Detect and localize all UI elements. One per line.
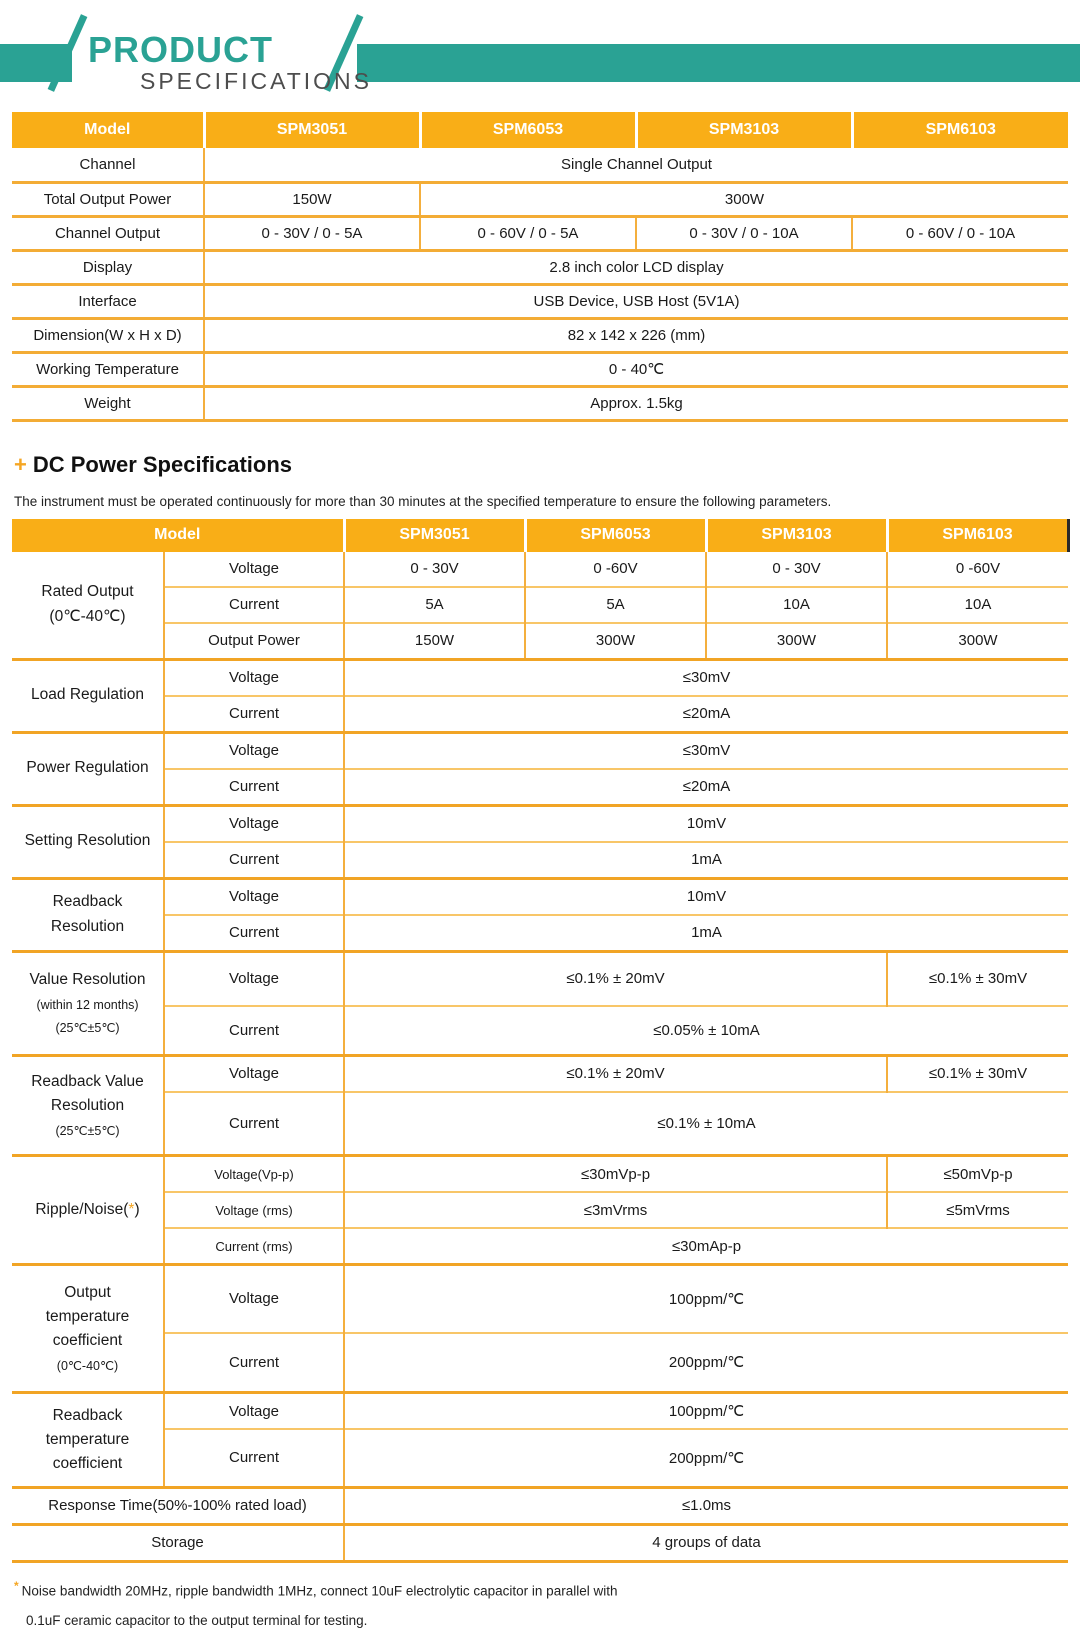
section-title: DC Power Specifications <box>33 452 292 477</box>
teal-bar-right <box>357 44 1080 82</box>
table-row <box>12 318 1068 352</box>
spec-value: 300W <box>887 623 1068 660</box>
table-row <box>12 284 1068 318</box>
spec-value: ≤0.1% ± 20mV <box>344 951 887 1006</box>
sub-label: Voltage <box>164 1265 344 1333</box>
sub-label: Current <box>164 842 344 879</box>
table-row <box>12 1429 1068 1487</box>
sub-label: Current <box>164 769 344 806</box>
sub-label: Current <box>164 696 344 733</box>
page-header <box>0 0 1080 112</box>
asterisk-marker: * <box>128 1201 134 1218</box>
row-label: Total Output Power <box>12 182 204 216</box>
plus-icon: + <box>14 452 27 477</box>
spec-value: 200ppm/℃ <box>344 1333 1068 1393</box>
spec-value: 4 groups of data <box>344 1524 1068 1561</box>
table-row <box>12 1055 1068 1092</box>
sub-label: Current <box>164 587 344 623</box>
table-row <box>12 805 1068 842</box>
page-body <box>0 112 1080 1631</box>
sub-label: Voltage <box>164 732 344 769</box>
header-cell-spm3051: SPM3051 <box>204 112 420 148</box>
table-row <box>12 659 1068 696</box>
row-label: Interface <box>12 284 204 318</box>
row-label-ripple-noise: Ripple/Noise(*) <box>12 1156 164 1265</box>
sub-label: Voltage(Vp-p) <box>164 1156 344 1193</box>
table-row <box>12 623 1068 660</box>
table-row <box>12 696 1068 733</box>
spec-value: 0 - 30V <box>706 552 887 587</box>
table-row <box>12 1333 1068 1393</box>
header-cell-spm3103: SPM3103 <box>706 519 887 552</box>
sub-label: Current <box>164 1006 344 1055</box>
table-row <box>12 552 1068 587</box>
spec-value: USB Device, USB Host (5V1A) <box>204 284 1068 318</box>
spec-value: ≤1.0ms <box>344 1487 1068 1524</box>
row-label: Weight <box>12 386 204 420</box>
spec-value: 0 - 60V / 0 - 10A <box>852 216 1068 250</box>
table-row <box>12 1006 1068 1055</box>
header-cell-spm3051: SPM3051 <box>344 519 525 552</box>
table-row <box>12 1487 1068 1524</box>
brand-subtitle: SPECIFICATIONS <box>140 70 372 93</box>
table-row <box>12 842 1068 879</box>
spec-value: 2.8 inch color LCD display <box>204 250 1068 284</box>
sub-label: Current <box>164 1333 344 1393</box>
table-row <box>12 250 1068 284</box>
footnote-line-1: * Noise bandwidth 20MHz, ripple bandwidth 1MHz, connect 10uF electrolytic capacitor in parallel with <box>14 1577 1068 1602</box>
row-label: Channel <box>12 148 204 182</box>
spec-value: 1mA <box>344 915 1068 952</box>
spec-value: 100ppm/℃ <box>344 1393 1068 1430</box>
sub-label: Voltage <box>164 878 344 915</box>
row-label: Display <box>12 250 204 284</box>
spec-value: ≤0.1% ± 10mA <box>344 1092 1068 1156</box>
sub-label: Current <box>164 1092 344 1156</box>
spec-value: ≤20mA <box>344 696 1068 733</box>
general-spec-table <box>12 112 1068 422</box>
spec-value: ≤30mVp-p <box>344 1156 887 1193</box>
table-row <box>12 1092 1068 1156</box>
spec-value: Single Channel Output <box>204 148 1068 182</box>
row-label: Channel Output <box>12 216 204 250</box>
spec-value: 0 - 30V <box>344 552 525 587</box>
spec-value: 5A <box>344 587 525 623</box>
table-row <box>12 587 1068 623</box>
sub-label: Output Power <box>164 623 344 660</box>
sub-label: Voltage <box>164 659 344 696</box>
row-label-rated-output: Rated Output (0℃-40℃) <box>12 552 164 660</box>
row-label: Dimension(W x H x D) <box>12 318 204 352</box>
table-row <box>12 1524 1068 1561</box>
dc-spec-table <box>12 519 1070 1563</box>
table-row <box>12 915 1068 952</box>
spec-value: 0 - 60V / 0 - 5A <box>420 216 636 250</box>
table-row <box>12 1393 1068 1430</box>
spec-value: ≤0.1% ± 30mV <box>887 1055 1068 1092</box>
spec-value: Approx. 1.5kg <box>204 386 1068 420</box>
asterisk-marker: * <box>14 1579 19 1593</box>
note-text: The instrument must be operated continuously for more than 30 minutes at the specified temperature to ensure the following parameters. <box>14 494 1068 509</box>
header-cell-spm6053: SPM6053 <box>420 112 636 148</box>
sub-label: Current <box>164 1429 344 1487</box>
row-label-power-regulation: Power Regulation <box>12 732 164 805</box>
spec-value: 10A <box>706 587 887 623</box>
sub-label: Voltage <box>164 805 344 842</box>
sub-label: Current <box>164 915 344 952</box>
sub-label: Voltage <box>164 552 344 587</box>
spec-value: 0 -60V <box>887 552 1068 587</box>
sub-label: Voltage <box>164 1393 344 1430</box>
spec-value: ≤5mVrms <box>887 1192 1068 1228</box>
spec-value: 0 -60V <box>525 552 706 587</box>
table-row <box>12 769 1068 806</box>
row-label-readback-temp-coefficient: Readback temperature coefficient <box>12 1393 164 1488</box>
row-label-storage: Storage <box>12 1524 344 1561</box>
spec-value: ≤30mV <box>344 732 1068 769</box>
row-label-output-temp-coefficient: Output temperature coefficient (0℃-40℃) <box>12 1265 164 1393</box>
table-header-row <box>12 519 1068 552</box>
spec-value: ≤0.1% ± 30mV <box>887 951 1068 1006</box>
table-row <box>12 878 1068 915</box>
spec-value: ≤20mA <box>344 769 1068 806</box>
spec-value: 0 - 40℃ <box>204 352 1068 386</box>
sub-label: Current (rms) <box>164 1228 344 1265</box>
spec-value: 300W <box>525 623 706 660</box>
table-row <box>12 216 1068 250</box>
spec-value: 5A <box>525 587 706 623</box>
spec-value: ≤0.1% ± 20mV <box>344 1055 887 1092</box>
header-cell-model: Model <box>12 112 204 148</box>
footnote-line-2: 0.1uF ceramic capacitor to the output terminal for testing. <box>26 1610 1068 1631</box>
spec-value: 10mV <box>344 805 1068 842</box>
spec-value: 100ppm/℃ <box>344 1265 1068 1333</box>
header-cell-model: Model <box>12 519 344 552</box>
row-label-value-resolution: Value Resolution (within 12 months) (25℃±5℃) <box>12 951 164 1055</box>
spec-value: 150W <box>344 623 525 660</box>
spec-value: 0 - 30V / 0 - 10A <box>636 216 852 250</box>
row-label-setting-resolution: Setting Resolution <box>12 805 164 878</box>
table-row <box>12 1265 1068 1333</box>
spec-value: 150W <box>204 182 420 216</box>
table-row <box>12 951 1068 1006</box>
row-label: Working Temperature <box>12 352 204 386</box>
brand-title: PRODUCT <box>88 32 372 68</box>
table-row <box>12 1192 1068 1228</box>
header-cell-spm6103: SPM6103 <box>852 112 1068 148</box>
spec-value: ≤50mVp-p <box>887 1156 1068 1193</box>
spec-value: 10A <box>887 587 1068 623</box>
spec-value: 300W <box>420 182 1068 216</box>
spec-value: 200ppm/℃ <box>344 1429 1068 1487</box>
spec-value: 300W <box>706 623 887 660</box>
table-row <box>12 148 1068 182</box>
table-header-row <box>12 112 1068 148</box>
row-label-load-regulation: Load Regulation <box>12 659 164 732</box>
row-label-response-time: Response Time(50%-100% rated load) <box>12 1487 344 1524</box>
section-heading <box>14 452 1068 478</box>
table-row <box>12 1156 1068 1193</box>
spec-value: ≤30mAp-p <box>344 1228 1068 1265</box>
spec-value: ≤30mV <box>344 659 1068 696</box>
spec-value: 1mA <box>344 842 1068 879</box>
sub-label: Voltage <box>164 1055 344 1092</box>
header-cell-spm6053: SPM6053 <box>525 519 706 552</box>
table-row <box>12 732 1068 769</box>
spec-value: ≤0.05% ± 10mA <box>344 1006 1068 1055</box>
row-label-readback-resolution: Readback Resolution <box>12 878 164 951</box>
table-row <box>12 1228 1068 1265</box>
brand-block <box>88 32 372 93</box>
header-cell-spm6103: SPM6103 <box>887 519 1068 552</box>
spec-value: ≤3mVrms <box>344 1192 887 1228</box>
table-row <box>12 352 1068 386</box>
spec-value: 0 - 30V / 0 - 5A <box>204 216 420 250</box>
sub-label: Voltage (rms) <box>164 1192 344 1228</box>
spec-value: 10mV <box>344 878 1068 915</box>
sub-label: Voltage <box>164 951 344 1006</box>
row-label-readback-value-resolution: Readback Value Resolution (25℃±5℃) <box>12 1055 164 1156</box>
table-row <box>12 386 1068 420</box>
header-cell-spm3103: SPM3103 <box>636 112 852 148</box>
table-row <box>12 182 1068 216</box>
spec-value: 82 x 142 x 226 (mm) <box>204 318 1068 352</box>
